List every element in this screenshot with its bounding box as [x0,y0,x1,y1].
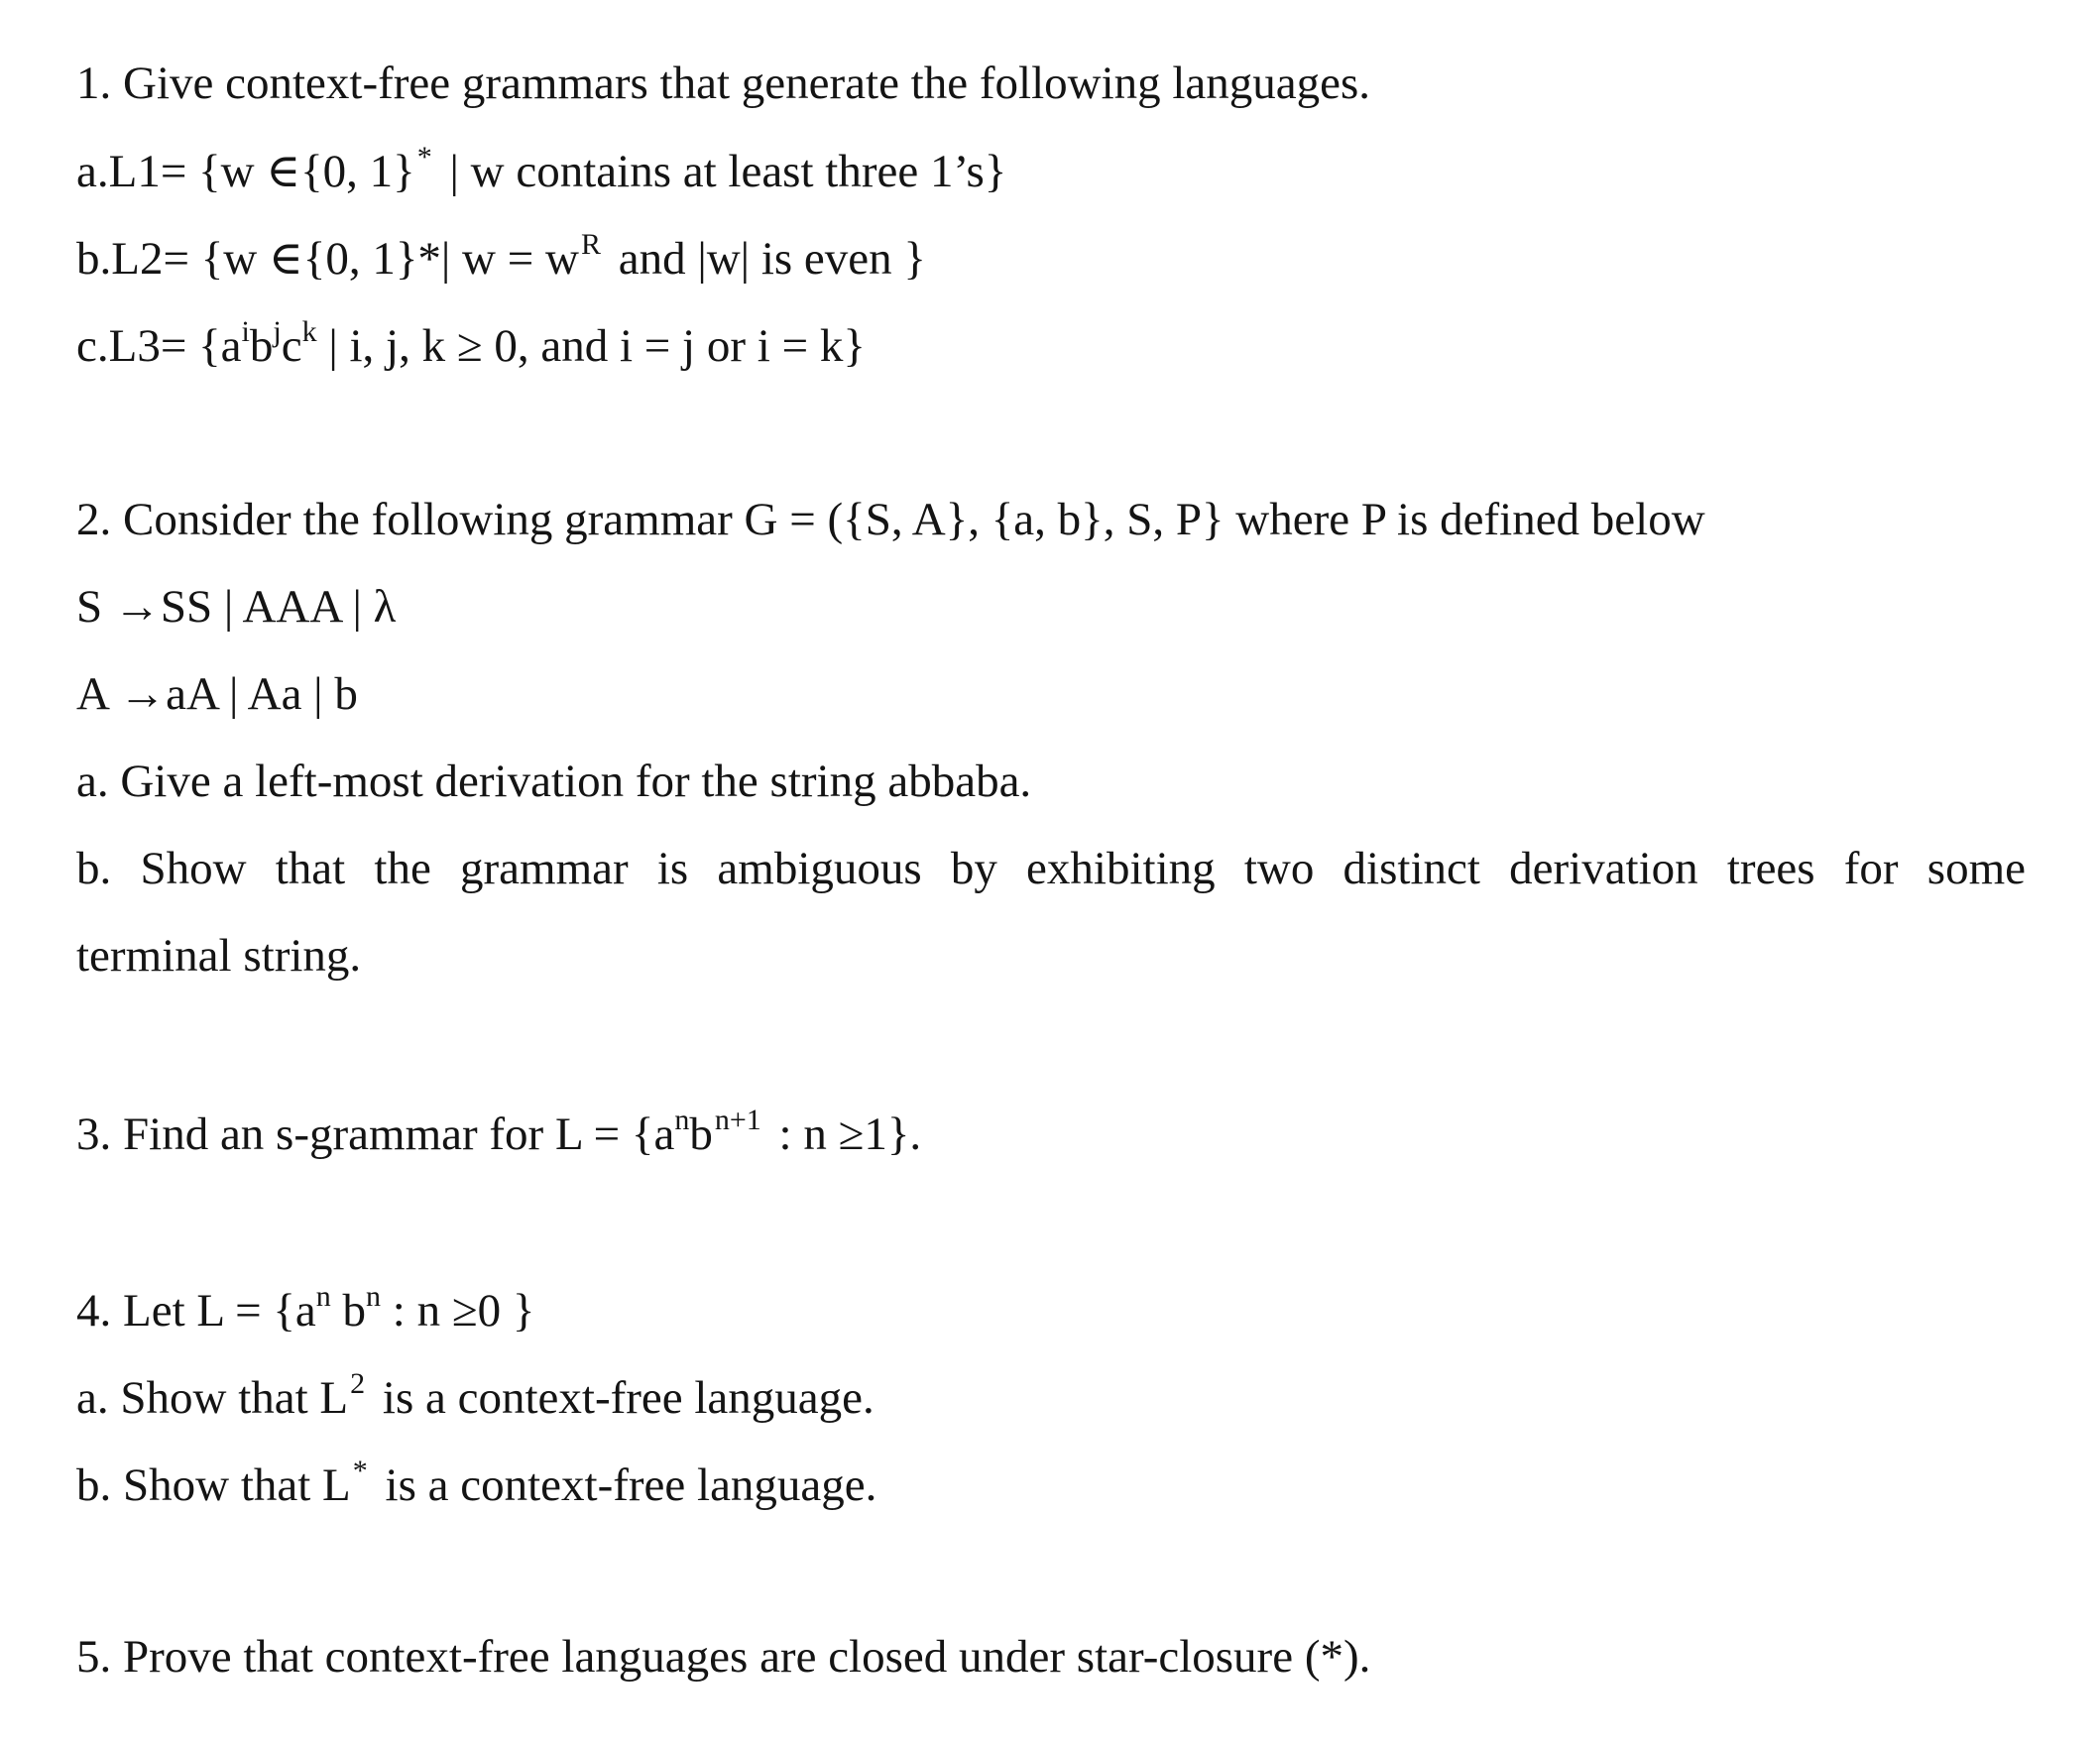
problem-4-heading [76,1281,534,1340]
problem-4-post: : n ≥0 } [381,1285,535,1337]
problem-4a [76,1368,875,1428]
problem-4-mid: b [330,1285,367,1337]
problem-1b-sup: R [580,228,601,261]
problem-1-heading: 1. Give context-free grammars that generate the following languages. [76,58,1371,109]
problem-1c-mid1: b [249,320,274,372]
problem-1c-sup-k: k [301,315,317,348]
problem-4-sup-n-b: n [366,1280,382,1313]
problem-3-sup-n1: n+1 [714,1104,761,1136]
problem-1a-post: | w contains at least three 1’s} [437,146,1007,197]
problem-4-pre: 4. Let L = {a [76,1285,316,1337]
problem-3-mid: b [689,1108,713,1160]
problem-2-rule-a: A →aA | Aa | b [76,668,358,720]
problem-1b-pre: b.L2= {w ∈{0, 1}*| w = w [76,233,579,285]
problem-1c-pre: c.L3= {a [76,320,242,372]
problem-2b-line-2: terminal string. [76,930,362,982]
problem-2-rule-s: S →SS | AAA | λ [76,581,397,633]
problem-1b [76,229,926,289]
problem-1c-post: | i, j, k ≥ 0, and i = j or i = k} [316,320,866,372]
problem-4-sup-n-a: n [315,1280,331,1313]
problem-4a-post: is a context-free language. [371,1372,875,1424]
problem-1a-sup: * [416,141,432,174]
problem-2a: a. Give a left-most derivation for the string abbaba. [76,756,1032,807]
problem-1c-sup-i: i [241,315,250,348]
problem-4a-sup: 2 [350,1367,366,1400]
problem-3-post: : n ≥1}. [766,1108,922,1160]
problem-3-pre: 3. Find an s-grammar for L = {a [76,1108,675,1160]
problem-4a-pre: a. Show that L [76,1372,349,1424]
problem-1c-mid2: c [281,320,302,372]
problem-4b [76,1456,876,1515]
problem-4b-pre: b. Show that L [76,1459,351,1511]
problem-1b-post: and |w| is even } [606,233,926,285]
problem-1c [76,316,866,376]
problem-3 [76,1105,921,1164]
problem-1a-pre: a.L1= {w ∈{0, 1} [76,146,415,197]
problem-3-sup-n: n [674,1104,690,1136]
problem-4b-sup: * [352,1455,368,1487]
problem-4b-post: is a context-free language. [373,1459,877,1511]
problem-2b-line-1: b. Show that the grammar is ambiguous by exhibiting two distinct derivation trees for some [76,843,2026,894]
problem-1c-sup-j: j [273,315,282,348]
problem-5: 5. Prove that context-free languages are closed under star-closure (*). [76,1631,1371,1683]
problem-2-heading: 2. Consider the following grammar G = ({S, A}, {a, b}, S, P} where P is defined below [76,494,1705,545]
problem-1a [76,142,1006,201]
